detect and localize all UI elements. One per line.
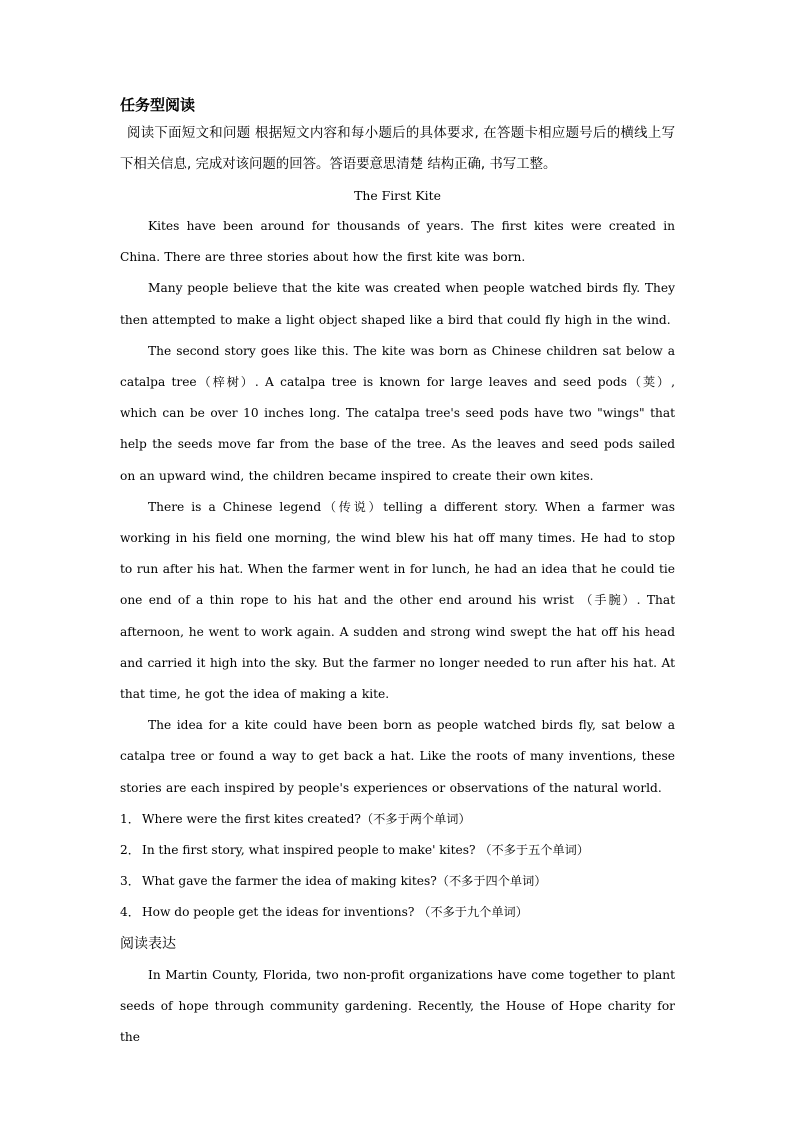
task-instructions: 阅读下面短文和问题 根据短文内容和每小题后的具体要求, 在答题卡相应题号后的横线上写下相关信息, 完成对该问题的回答。答语要意思清楚 结构正确, 书写工整。 (120, 126, 675, 172)
question-number: 3． (120, 874, 140, 889)
question-text: Where were the first kites created?（不多于两个单词） (142, 811, 471, 826)
question-item (120, 804, 675, 835)
section-title-reading-expression: 阅读表达 (120, 935, 176, 952)
question-number: 4． (120, 905, 140, 920)
passage-paragraph-2: Many people believe that the kite was created when people watched birds fly. They then attempted to make a light object shaped like a bird that could fly high in the wind. (120, 281, 675, 327)
question-number: 2． (120, 843, 140, 858)
question-list (120, 804, 675, 929)
question-text: In the first story, what inspired people to make' kites? （不多于五个单词） (142, 843, 590, 858)
passage-title: The First Kite (354, 188, 441, 203)
reading-expression-paragraph: In Martin County, Florida, two non-profit organizations have come together to plant seeds of hope through community gardening. Recently, the House of Hope charity for the (120, 967, 675, 1045)
question-item (120, 897, 675, 928)
question-item (120, 866, 675, 897)
passage-paragraph-4: There is a Chinese legend（传说）telling a different story. When a farmer was working in his field one morning, the wind blew his hat off many times. He had to stop to run after his hat. When the farmer went in for lunch, he had an idea that he could tie one end of a thin rope to his hat and the other end around his wrist （手腕）. That afternoon, he went to work again. A sudden and strong wind swept the hat off his head and carried it high into the sky. But the farmer no longer needed to run after his hat. At that time, he got the idea of making a kite. (120, 499, 675, 702)
passage-paragraph-3: The second story goes like this. The kite was born as Chinese children sat below a catalpa tree（梓树）. A catalpa tree is known for large leaves and seed pods（荚）, which can be over 10 inches long. The catalpa tree's seed pods have two "wings" that help the seeds move far from the base of the tree. As the leaves and seed pods sailed on an upward wind, the children became inspired to create their own kites. (120, 343, 675, 483)
passage-paragraph-5: The idea for a kite could have been born as people watched birds fly, sat below a catalpa tree or found a way to get back a hat. Like the roots of many inventions, these stories are each inspired by people's experiences or observations of the natural world. (120, 718, 675, 795)
document-content (120, 92, 675, 1053)
question-text: How do people get the ideas for inventions? （不多于九个单词） (142, 905, 528, 920)
section-title-task-reading: 任务型阅读 (120, 96, 196, 114)
passage-paragraph-1: Kites have been around for thousands of years. The first kites were created in China. There are three stories about how the first kite was born. (120, 219, 675, 265)
question-text: What gave the farmer the idea of making kites?（不多于四个单词） (142, 874, 547, 889)
question-number: 1． (120, 811, 140, 826)
question-item (120, 835, 675, 866)
